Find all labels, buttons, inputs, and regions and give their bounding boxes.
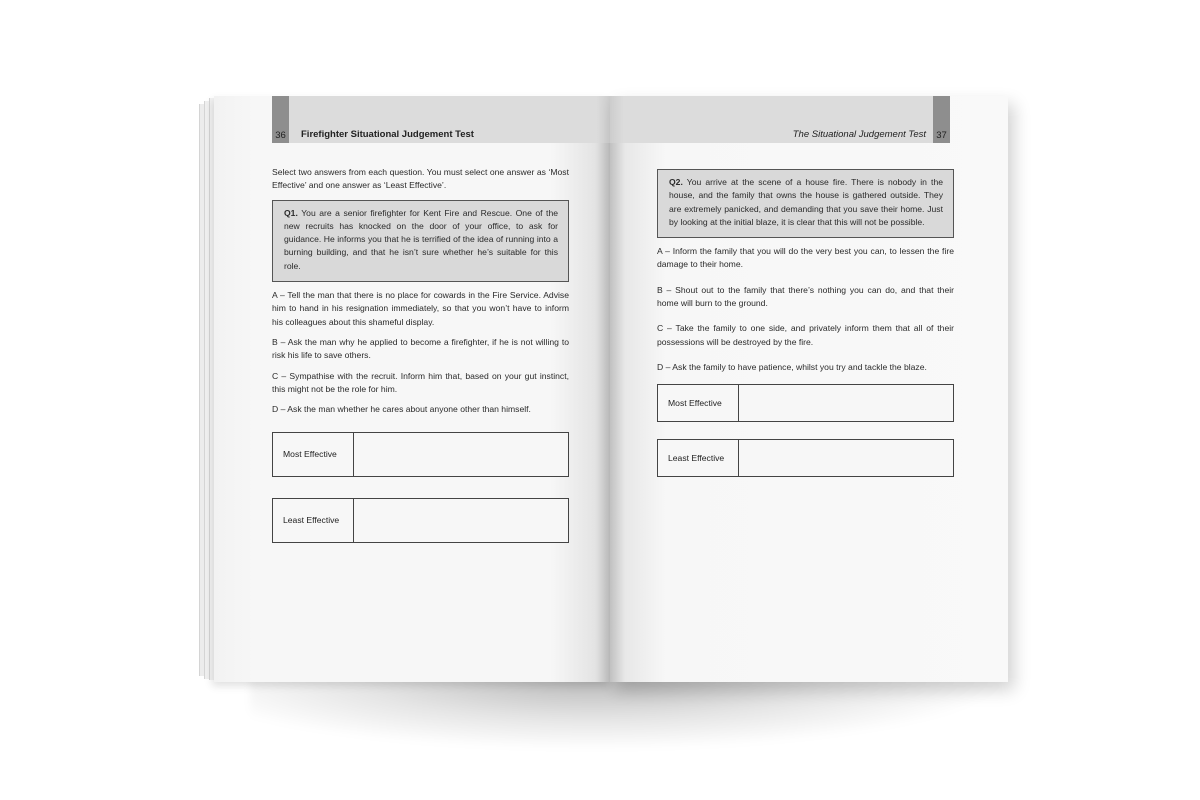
left-page-header xyxy=(272,96,610,143)
question-box xyxy=(272,200,569,282)
least-effective-box xyxy=(657,439,954,477)
question-text: You are a senior firefighter for Kent Fire and Rescue. One of the new recruits has knocked on the door of your office, to ask for guidance. He informs you that he is terrified of the idea of running into a burning building, and that he isn’t sure whether he’s suitable for this role. xyxy=(284,207,558,271)
least-effective-box xyxy=(272,498,569,543)
left-page-content xyxy=(272,166,569,543)
option-d: D – Ask the man whether he cares about anyone other than himself. xyxy=(272,404,531,415)
most-effective-label: Most Effective xyxy=(658,385,739,421)
least-effective-label: Least Effective xyxy=(658,440,739,476)
option-d: D – Ask the family to have patience, whilst you try and tackle the blaze. xyxy=(657,361,927,372)
question-box xyxy=(657,169,954,238)
question-label: Q2. xyxy=(669,177,683,187)
left-page xyxy=(214,96,610,682)
most-effective-box xyxy=(657,384,954,422)
book-spine xyxy=(596,96,624,682)
most-effective-label: Most Effective xyxy=(273,433,354,476)
page-number: 36 xyxy=(272,96,289,143)
option-a: A – Inform the family that you will do the very best you can, to lessen the fire damage to their home. xyxy=(657,246,954,270)
running-title: Firefighter Situational Judgement Test xyxy=(301,129,474,140)
page-number: 37 xyxy=(933,96,950,143)
option-b: B – Ask the man why he applied to become a firefighter, if he is not willing to risk his life to save others. xyxy=(272,336,569,361)
right-page-header xyxy=(610,96,950,143)
least-effective-answer-field[interactable] xyxy=(354,499,568,542)
option-a: A – Tell the man that there is no place for cowards in the Fire Service. Advise him to hand in his resignation immediately, so that you won’t have to inform his colleagues about this shameful display. xyxy=(272,290,569,327)
question-text: You arrive at the scene of a house fire. There is nobody in the house, and the family that owns the house is gathered outside. They are extremely panicked, and demanding that you save their home. Just by looking at the initial blaze, it is clear that this will not be possible. xyxy=(669,177,943,227)
question-label: Q1. xyxy=(284,207,298,218)
least-effective-answer-field[interactable] xyxy=(739,440,953,476)
option-b: B – Shout out to the family that there’s nothing you can do, and that their home will burn to the ground. xyxy=(657,284,954,309)
right-page xyxy=(610,96,1008,682)
most-effective-box xyxy=(272,432,569,477)
most-effective-answer-field[interactable] xyxy=(739,385,953,421)
right-page-content xyxy=(657,169,954,477)
least-effective-label: Least Effective xyxy=(273,499,354,542)
option-c: C – Take the family to one side, and privately inform them that all of their possessions will be destroyed by the fire. xyxy=(657,323,954,347)
instructions: Select two answers from each question. You must select one answer as ‘Most Effective’ and one answer as ‘Least Effective’. xyxy=(272,167,569,191)
most-effective-answer-field[interactable] xyxy=(354,433,568,476)
running-title: The Situational Judgement Test xyxy=(792,129,926,140)
option-c: C – Sympathise with the recruit. Inform him that, based on your gut instinct, this might not be the role for him. xyxy=(272,370,569,394)
